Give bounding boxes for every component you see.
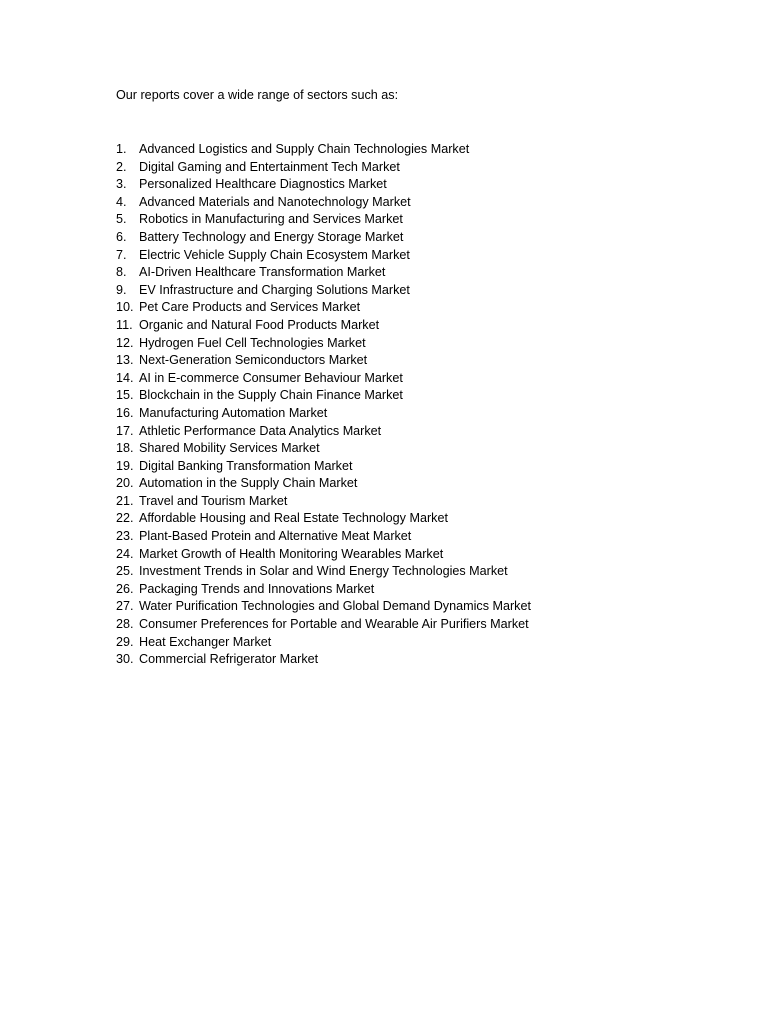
sector-name: Investment Trends in Solar and Wind Energy Technologies Market <box>139 564 508 579</box>
sector-name: Automation in the Supply Chain Market <box>139 476 358 491</box>
sector-list-item <box>116 264 531 282</box>
sector-name: Affordable Housing and Real Estate Technology Market <box>139 511 448 526</box>
sector-name: Heat Exchanger Market <box>139 634 272 649</box>
sector-number: 19. <box>116 458 134 473</box>
sector-list-item <box>116 194 531 212</box>
sector-number: 2. <box>116 159 127 174</box>
sector-number: 6. <box>116 229 127 244</box>
sector-number: 27. <box>116 599 134 614</box>
sector-list-item <box>116 563 531 581</box>
sector-name: Advanced Logistics and Supply Chain Technologies Market <box>139 142 470 156</box>
sector-number: 1. <box>116 142 127 156</box>
sector-name: Consumer Preferences for Portable and Wearable Air Purifiers Market <box>139 617 529 632</box>
sector-list-item <box>116 598 531 616</box>
sector-name: Next-Generation Semiconductors Market <box>139 353 368 368</box>
sector-list-item <box>116 634 531 652</box>
sector-list-item <box>116 581 531 599</box>
sector-name: Advanced Materials and Nanotechnology Market <box>139 194 411 209</box>
sector-name: Shared Mobility Services Market <box>139 441 320 456</box>
sector-name: Blockchain in the Supply Chain Finance Market <box>139 388 403 403</box>
sector-number: 23. <box>116 529 134 544</box>
sector-number: 11. <box>116 317 133 332</box>
sector-number: 20. <box>116 476 134 491</box>
sector-name: Digital Gaming and Entertainment Tech Market <box>139 159 400 174</box>
sector-name: Commercial Refrigerator Market <box>139 652 319 667</box>
sector-number: 10. <box>116 300 134 315</box>
sector-list-item <box>116 159 531 177</box>
sector-list-item <box>116 423 531 441</box>
sector-name: Market Growth of Health Monitoring Wearables Market <box>139 546 444 561</box>
sector-name: Plant-Based Protein and Alternative Meat Market <box>139 529 412 544</box>
sector-number: 28. <box>116 617 134 632</box>
sector-list-item <box>116 176 531 194</box>
sector-list-item <box>116 440 531 458</box>
sector-name: Personalized Healthcare Diagnostics Market <box>139 177 387 192</box>
sector-number: 3. <box>116 177 127 192</box>
sector-name: Water Purification Technologies and Global Demand Dynamics Market <box>139 599 531 614</box>
sector-name: Pet Care Products and Services Market <box>139 300 361 315</box>
sector-name: Organic and Natural Food Products Market <box>139 317 380 332</box>
sector-list-item <box>116 211 531 229</box>
sector-list-item <box>116 546 531 564</box>
sector-list-item <box>116 299 531 317</box>
sector-number: 12. <box>116 335 134 350</box>
sector-number: 26. <box>116 581 134 596</box>
sector-number: 4. <box>116 194 127 209</box>
sector-number: 25. <box>116 564 134 579</box>
sector-number: 5. <box>116 212 127 227</box>
sector-list-item <box>116 387 531 405</box>
sector-list-item <box>116 370 531 388</box>
sector-list-item <box>116 247 531 265</box>
sector-number: 15. <box>116 388 134 403</box>
sector-list-item <box>116 510 531 528</box>
sector-number: 14. <box>116 370 134 385</box>
sector-number: 22. <box>116 511 134 526</box>
sector-number: 24. <box>116 546 134 561</box>
sector-name: Battery Technology and Energy Storage Market <box>139 229 404 244</box>
sector-number: 17. <box>116 423 134 438</box>
sector-name: Electric Vehicle Supply Chain Ecosystem Market <box>139 247 410 262</box>
sector-name: AI-Driven Healthcare Transformation Market <box>139 265 386 280</box>
sector-name: Manufacturing Automation Market <box>139 405 328 420</box>
sector-number: 30. <box>116 652 134 667</box>
sector-number: 9. <box>116 282 127 297</box>
sector-number: 16. <box>116 405 134 420</box>
sector-list-item <box>116 493 531 511</box>
sector-list-item <box>116 458 531 476</box>
sector-list-item <box>116 528 531 546</box>
sector-name: Hydrogen Fuel Cell Technologies Market <box>139 335 366 350</box>
sector-name: Digital Banking Transformation Market <box>139 458 353 473</box>
sector-list-item <box>116 335 531 353</box>
sector-name: Athletic Performance Data Analytics Market <box>139 423 382 438</box>
sector-list <box>116 141 531 669</box>
sector-number: 8. <box>116 265 127 280</box>
sector-list-item <box>116 317 531 335</box>
sector-name: EV Infrastructure and Charging Solutions Market <box>139 282 410 297</box>
sector-list-item <box>116 405 531 423</box>
sector-list-item <box>116 651 531 669</box>
sector-name: Travel and Tourism Market <box>139 493 288 508</box>
sector-list-item <box>116 282 531 300</box>
sector-number: 18. <box>116 441 134 456</box>
sector-number: 7. <box>116 247 127 262</box>
sector-number: 13. <box>116 353 134 368</box>
sector-number: 29. <box>116 634 134 649</box>
sector-number: 21. <box>116 493 134 508</box>
sector-list-item <box>116 616 531 634</box>
sector-list-item <box>116 141 531 159</box>
sector-name: Packaging Trends and Innovations Market <box>139 581 375 596</box>
sector-name: AI in E-commerce Consumer Behaviour Market <box>139 370 403 385</box>
sector-name: Robotics in Manufacturing and Services Market <box>139 212 403 227</box>
sector-list-item <box>116 352 531 370</box>
sector-list-item <box>116 475 531 493</box>
intro-text: Our reports cover a wide range of sectors such as: <box>116 88 399 102</box>
sector-list-item <box>116 229 531 247</box>
